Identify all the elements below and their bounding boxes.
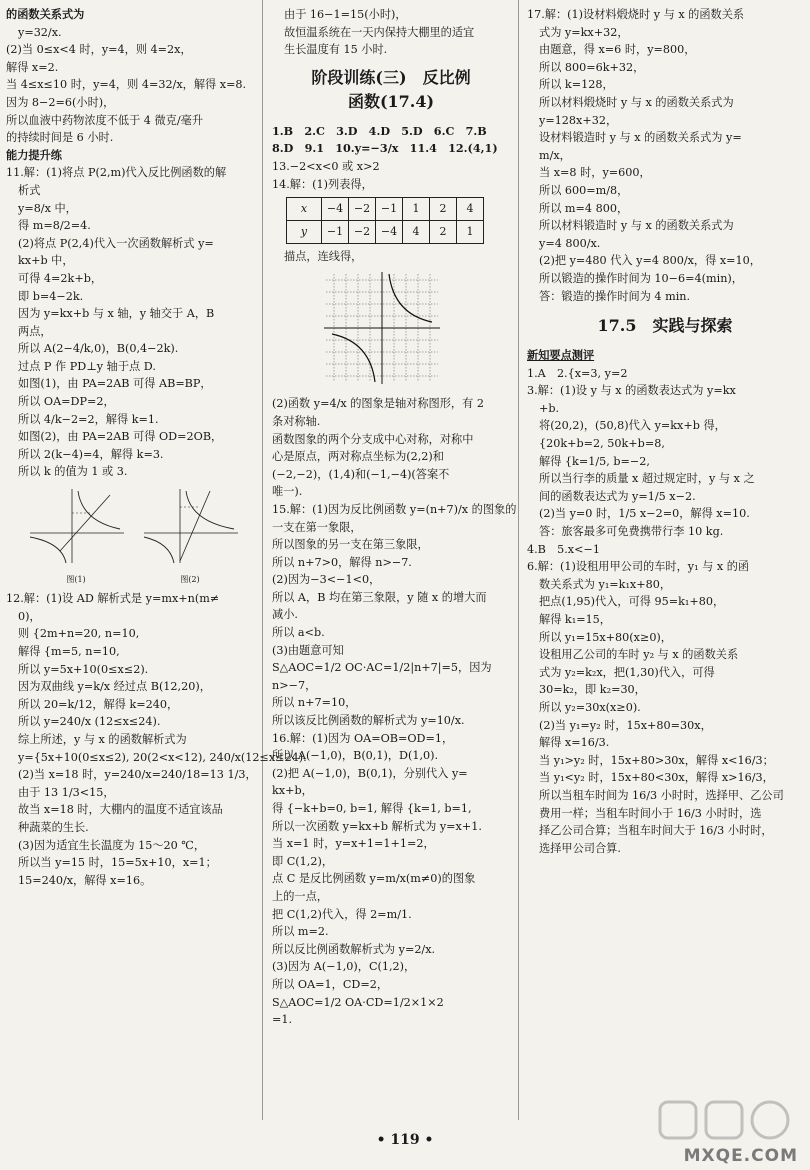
text-line: 两点， [18, 324, 52, 338]
text-line: y=128x+32， [539, 113, 618, 127]
section-title: 阶段训练(三) 反比例 [311, 67, 471, 87]
text-line: 所以血液中药物浓度不低于 4 微克/毫升 [6, 113, 204, 127]
text-line: 因为 y=kx+b 与 x 轴，y 轴交于 A，B [18, 307, 215, 321]
text-line: 把点(1,95)代入，可得 95=k₁+80， [539, 595, 725, 609]
text-line: 所以 2(k−4)=4，解得 k=3. [18, 447, 164, 461]
text-line: 析式 [18, 183, 41, 197]
text-line: 的持续时间是 6 小时. [6, 131, 114, 145]
text-line: 上的一点， [272, 889, 328, 903]
table-row [287, 198, 484, 221]
text-line: 所以材料锻造时 y 与 x 的函数关系式为 [539, 219, 734, 233]
text-line: 所以 y=5x+10(0≤x≤2). [18, 662, 149, 676]
text-line: 30=k₂，即 k₂=30， [539, 683, 646, 697]
figure-1 [26, 487, 126, 588]
table-cell: x [287, 198, 322, 221]
text-line: 所以 k 的值为 1 或 3. [18, 465, 128, 479]
text-line: 间的函数表达式为 y=1/5 x−2. [539, 489, 696, 503]
table-cell: 1 [457, 221, 484, 244]
text-line: 得 {−k+b=0, b=1, 解得 {k=1, b=1, [272, 802, 472, 815]
text-line: 条对称轴. [272, 414, 321, 428]
text-line: 所以 A(−1,0)，B(0,1)，D(1,0). [272, 749, 439, 763]
text-line: 所以反比例函数解析式为 y=2/x. [272, 942, 436, 956]
text-line: y=4 800/x. [539, 236, 601, 250]
text-line: 所以 20=k/12，解得 k=240， [18, 697, 179, 711]
text-line: 一支在第一象限， [272, 520, 362, 534]
text-line: 所以一次函数 y=kx+b 解析式为 y=x+1. [272, 819, 482, 833]
text-line: kx+b， [272, 784, 313, 798]
text-line: 选择甲公司合算. [539, 841, 621, 855]
text-line: 当 y₁<y₂ 时，15x+80<30x，解得 x>16/3， [539, 771, 774, 785]
text-line: 13.−2<x<0 或 x>2 [272, 159, 380, 173]
figure-caption: 图(1) [66, 574, 86, 584]
table-cell: 2 [430, 198, 457, 221]
text-line: (2)当 0≤x<4 时，y=4，则 4=2x， [6, 43, 192, 57]
text-line: 减小. [272, 608, 298, 622]
text-line: 所以 m=4 800， [539, 201, 629, 215]
text-line: 函数图象的两个分支成中心对称，对称中 [272, 432, 474, 446]
text-line: 答：锻造的操作时间为 4 min. [539, 289, 691, 303]
text-line: 3.解：(1)设 y 与 x 的函数表达式为 y=kx [527, 384, 736, 398]
table-cell: 1 [403, 198, 430, 221]
text-line: (3)因为适宜生长温度为 15～20 ℃， [18, 838, 206, 852]
text-line: 所以 m=2. [272, 925, 329, 939]
text-line: 心是原点，两对称点坐标为(2,2)和 [272, 450, 444, 464]
text-line: y=32/x. [18, 25, 62, 39]
text-line: 所以 n+7>0，解得 n>−7. [272, 555, 412, 569]
text-line: 唯一). [272, 485, 303, 499]
text-line: 解得 x=2. [6, 60, 59, 74]
text-line: (2)把 y=480 代入 y=4 800/x，得 x=10， [539, 254, 761, 268]
text-line: 描点，连线得， [284, 250, 363, 264]
answer-line: 8.D 9.1 10.y=−3/x 11.4 12.(4,1) [272, 141, 498, 156]
table-row [287, 221, 484, 244]
text-line: 所以 y₂=30x(x≥0). [539, 700, 641, 714]
text-line: 式为 y₂=k₂x，把(1,30)代入，可得 [539, 665, 715, 679]
text-line: 所以当行李的质量 x 超过规定时，y 与 x 之 [539, 472, 755, 486]
text-line: 设材料锻造时 y 与 x 的函数关系式为 y= [539, 131, 742, 145]
text-line: 所以 600=m/8， [539, 183, 629, 197]
text-line: {20k+b=2, 50k+b=8, [539, 437, 665, 451]
text-line: +b. [539, 401, 560, 415]
column-right [527, 6, 803, 857]
text-line: 所以 A，B 均在第三象限，y 随 x 的增大而 [272, 590, 487, 604]
text-line: 所以该反比例函数的解析式为 y=10/x. [272, 714, 465, 728]
text-line: 所以 A(2−4/k,0)，B(0,4−2k). [18, 342, 179, 356]
text-line: 过点 P 作 PD⊥y 轴于点 D. [18, 359, 156, 373]
figure-pair [26, 487, 254, 588]
text-line: 所以图象的另一支在第三象限， [272, 538, 429, 552]
text-line: =1. [272, 1013, 293, 1027]
text-line: (2)函数 y=4/x 的图象是轴对称图形，有 2 [272, 397, 484, 411]
answer-line: 1.B 2.C 3.D 4.D 5.D 6.C 7.B [272, 123, 487, 138]
text-line: 解得 {k=1/5, b=−2, [539, 454, 650, 468]
text-line: 15=240/x，解得 x=16。 [18, 873, 152, 887]
text-line: m/x， [539, 148, 571, 162]
text-line: (−2,−2)，(1,4)和(−1,−4)(答案不 [272, 467, 450, 481]
text-line: 当 x=8 时，y=600， [539, 166, 651, 180]
text-line: 15.解：(1)因为反比例函数 y=(n+7)/x 的图象的 [272, 502, 517, 516]
text-line: kx+b 中， [18, 254, 74, 268]
text-line: 将(20,2)，(50,8)代入 y=kx+b 得， [539, 419, 726, 433]
text-line: 所以 800=6k+32， [539, 60, 645, 74]
text-line: 0)， [18, 609, 41, 623]
table-cell: −1 [376, 198, 403, 221]
text-line: 种蔬菜的生长. [18, 820, 89, 834]
table-cell: 2 [430, 221, 457, 244]
text-line: n>−7， [272, 678, 317, 692]
text-line: 即 C(1,2)， [272, 854, 334, 868]
text-line: 答：旅客最多可免费携带行李 10 kg. [539, 525, 724, 539]
text-line: 故恒温系统在一天内保持大棚里的适宜 [284, 25, 475, 39]
text-line: 生长温度有 15 小时. [284, 43, 388, 57]
hyperbola-line-graph-1 [26, 487, 126, 565]
text-line: 所以 OA=DP=2， [18, 395, 115, 409]
text-line: (3)由题意可知 [272, 643, 344, 657]
text-line: 当 x=1 时，y=x+1=1+1=2， [272, 837, 435, 851]
text-line: 费用一样；当租车时间小于 16/3 小时时，选 [539, 806, 762, 820]
table-cell: −2 [349, 221, 376, 244]
text-line: 即 b=4−2k. [18, 289, 84, 303]
subsection-heading: 新知要点测评 [527, 348, 595, 363]
text-line: 当 4≤x≤10 时，y=4，则 4=32/x，解得 x=8. [6, 78, 247, 92]
text-line: 得 m=8/2=4. [18, 219, 91, 233]
text-line: 如图(1)，由 PA=2AB 可得 AB=BP， [18, 377, 212, 391]
column-divider-1 [262, 0, 263, 1120]
text-line: 择乙公司合算；当租车时间大于 16/3 小时时， [539, 824, 773, 838]
text-line: 所以当租车时间为 16/3 小时时，选择甲、乙公司 [539, 788, 784, 802]
hyperbola-graph [322, 270, 510, 392]
column-middle [272, 6, 517, 1029]
text-line: 所以 n+7=10， [272, 696, 357, 710]
text-line: 解得 k₁=15， [539, 613, 611, 626]
text-line: 17.解：(1)设材料煅烧时 y 与 x 的函数关系 [527, 8, 745, 21]
text-line: 由题意，得 x=6 时，y=800， [539, 43, 696, 57]
text-line: 式为 y=kx+32， [539, 25, 629, 39]
table-cell: −1 [322, 221, 349, 244]
table-cell: 4 [457, 198, 484, 221]
column-divider-2 [518, 0, 519, 1120]
text-line: 12.解：(1)设 AD 解析式是 y=mx+n(m≠ [6, 592, 220, 606]
text-line: 因为双曲线 y=k/x 经过点 B(12,20)， [18, 680, 211, 694]
text-line: S△AOC=1/2 OA·CD=1/2×1×2 [272, 995, 444, 1009]
table-cell: 4 [403, 221, 430, 244]
text-line: 所以 a<b. [272, 626, 325, 640]
page-number: • 119 • [376, 1132, 434, 1148]
text-line: (2)当 x=18 时，y=240/x=240/18=13 1/3， [18, 768, 257, 782]
text-line: 14.解：(1)列表得， [272, 177, 373, 191]
text-line: 所以 k=128， [539, 78, 614, 92]
table-cell: −4 [376, 221, 403, 244]
text-line: 16.解：(1)因为 OA=OB=OD=1， [272, 731, 454, 745]
table-cell: −4 [322, 198, 349, 221]
text-line: 所以 OA=1，CD=2， [272, 977, 389, 991]
text-line: 故当 x=18 时，大棚内的温度不适宜该品 [18, 803, 223, 817]
text-line: 所以当 y=15 时，15=5x+10，x=1； [18, 856, 217, 870]
text-line: (2)将点 P(2,4)代入一次函数解析式 y= [18, 236, 214, 250]
figure-2 [140, 487, 240, 588]
section-heading: 能力提升练 [6, 147, 62, 162]
text-line: (2)当 y=0 时，1/5 x−2=0，解得 x=10. [539, 507, 750, 521]
text-line: S△AOC=1/2 OC·AC=1/2|n+7|=5，因为 [272, 661, 492, 675]
text-line: 如图(2)，由 PA=2AB 可得 OD=2OB， [18, 430, 223, 444]
text-line: 设租用乙公司的车时 y₂ 与 x 的函数关系 [539, 648, 739, 662]
text-line: 则 {2m+n=20, n=10, [18, 627, 140, 641]
text-line: 由于 13 1/3<15， [18, 785, 115, 799]
text-line: (2)把 A(−1,0)，B(0,1)，分别代入 y= [272, 766, 468, 780]
watermark-text: MXQE.COM [683, 1146, 798, 1166]
text-line: y=8/x 中， [18, 201, 77, 215]
text-line: 的函数关系式为 [6, 7, 85, 21]
text-line: (3)因为 A(−1,0)，C(1,2)， [272, 960, 416, 974]
text-line: 解得 {m=5, n=10, [18, 645, 120, 658]
text-line: 点 C 是反比例函数 y=m/x(m≠0)的图象 [272, 872, 476, 886]
figure-caption: 图(2) [180, 574, 200, 584]
table-cell: y [287, 221, 322, 244]
text-line: 所以 4/k−2=2，解得 k=1. [18, 412, 159, 426]
section-title: 函数(17.4) [347, 91, 435, 111]
text-line: 4.B 5.x<−1 [527, 542, 600, 556]
value-table [286, 197, 484, 244]
text-line: 因为 8−2=6(小时)， [6, 95, 115, 109]
text-line: 所以 y=240/x (12≤x≤24). [18, 715, 161, 729]
text-line: 综上所述，y 与 x 的函数解析式为 [18, 732, 187, 746]
text-line: 1.A 2.{x=3, y=2 [527, 366, 628, 380]
text-line: 当 y₁>y₂ 时，15x+80>30x，解得 x<16/3； [539, 753, 774, 767]
text-line: 6.解：(1)设租用甲公司的车时，y₁ 与 x 的函 [527, 560, 750, 574]
text-line: 数关系式为 y₁=k₁x+80， [539, 577, 672, 591]
hyperbola-line-graph-2 [140, 487, 240, 565]
text-line: 所以锻造的操作时间为 10−6=4(min)， [539, 271, 743, 285]
text-line: 11.解：(1)将点 P(2,m)代入反比例函数的解 [6, 166, 227, 180]
text-line: y={5x+10(0≤x≤2), 20(2<x<12), 240/x(12≤x≤24). [18, 750, 307, 764]
text-line: 可得 4=2k+b， [18, 271, 103, 285]
table-cell: −2 [349, 198, 376, 221]
grid-graph [322, 270, 442, 386]
text-line: 由于 16−1=15(小时)， [284, 8, 407, 21]
section-title: 17.5 实践与探索 [597, 316, 733, 336]
text-line: 所以材料煅烧时 y 与 x 的函数关系式为 [539, 95, 734, 109]
text-line: 解得 x=16/3. [539, 736, 610, 750]
text-line: (2)因为−3<−1<0， [272, 573, 381, 587]
text-line: 所以 y₁=15x+80(x≥0)， [539, 630, 672, 644]
text-line: (2)当 y₁=y₂ 时，15x+80=30x， [539, 718, 712, 732]
text-line: 把 C(1,2)代入，得 2=m/1. [272, 907, 412, 921]
